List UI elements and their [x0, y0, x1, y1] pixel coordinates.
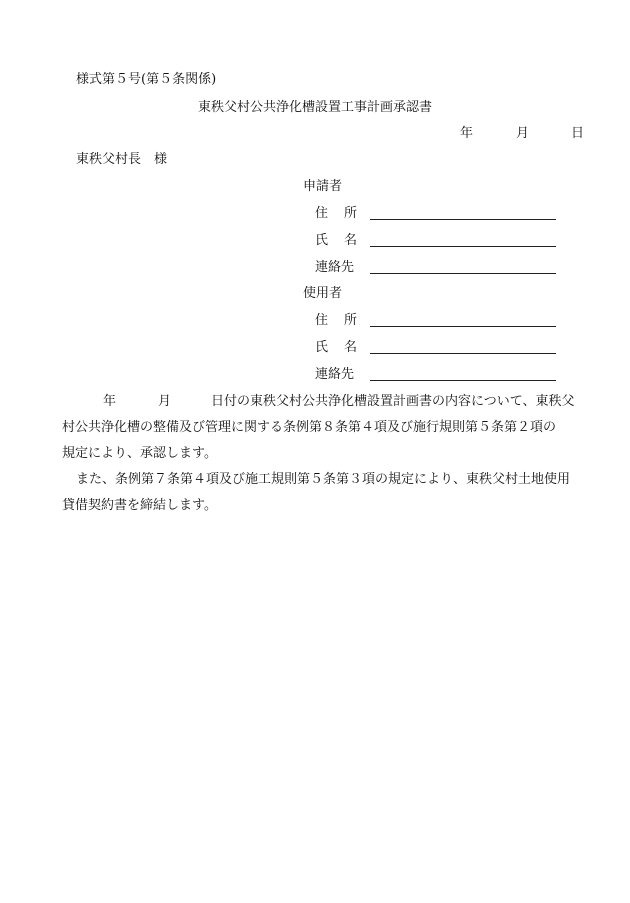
user-address-label	[315, 314, 357, 327]
user-heading: 使用者	[303, 286, 343, 301]
applicant-address-label-char-2: 所	[343, 206, 357, 221]
document-title: 東秩父村公共浄化槽設置工事計画承認書	[197, 100, 432, 115]
user-contact-label: 連絡先	[315, 367, 355, 382]
user-name-label	[315, 341, 357, 354]
applicant-name-field-line[interactable]	[370, 246, 556, 247]
user-name-field-line[interactable]	[370, 353, 556, 354]
applicant-address-label	[315, 207, 357, 220]
approval-year-label: 年	[103, 394, 117, 409]
user-contact-field-line[interactable]	[370, 380, 556, 381]
applicant-name-label-char-1: 氏	[315, 233, 329, 248]
user-address-label-char-2: 所	[343, 313, 357, 328]
user-address-field-line[interactable]	[370, 326, 556, 327]
form-number: 様式第５号(第５条関係)	[76, 72, 217, 87]
contract-paragraph-line-1: また、条例第７条第４項及び施工規則第５条第３項の規定により、東秩父村土地使用	[76, 472, 571, 487]
addressee: 東秩父村長 様	[76, 152, 168, 167]
user-name-label-char-1: 氏	[315, 340, 329, 355]
applicant-heading: 申請者	[303, 179, 343, 194]
applicant-address-label-char-1: 住	[315, 206, 329, 221]
user-address-label-char-1: 住	[315, 313, 329, 328]
applicant-contact-label: 連絡先	[315, 260, 355, 275]
date-month-label: 月	[516, 126, 530, 141]
approval-month-label: 月	[158, 394, 172, 409]
applicant-address-field-line[interactable]	[370, 219, 556, 220]
approval-paragraph-line-2: 村公共浄化槽の整備及び管理に関する条例第８条第４項及び施行規則第５条第２項の	[62, 420, 557, 435]
contract-paragraph-line-2: 貸借契約書を締結します。	[62, 498, 217, 513]
applicant-name-label	[315, 234, 357, 247]
approval-paragraph-line-3: 規定により、承認します。	[62, 446, 217, 461]
applicant-contact-field-line[interactable]	[370, 273, 556, 274]
user-name-label-char-2: 名	[343, 340, 357, 355]
approval-paragraph-line-1: 日付の東秩父村公共浄化槽設置計画書の内容について、東秩父	[211, 394, 575, 409]
applicant-name-label-char-2: 名	[343, 233, 357, 248]
date-year-label: 年	[460, 126, 474, 141]
date-day-label: 日	[571, 126, 585, 141]
